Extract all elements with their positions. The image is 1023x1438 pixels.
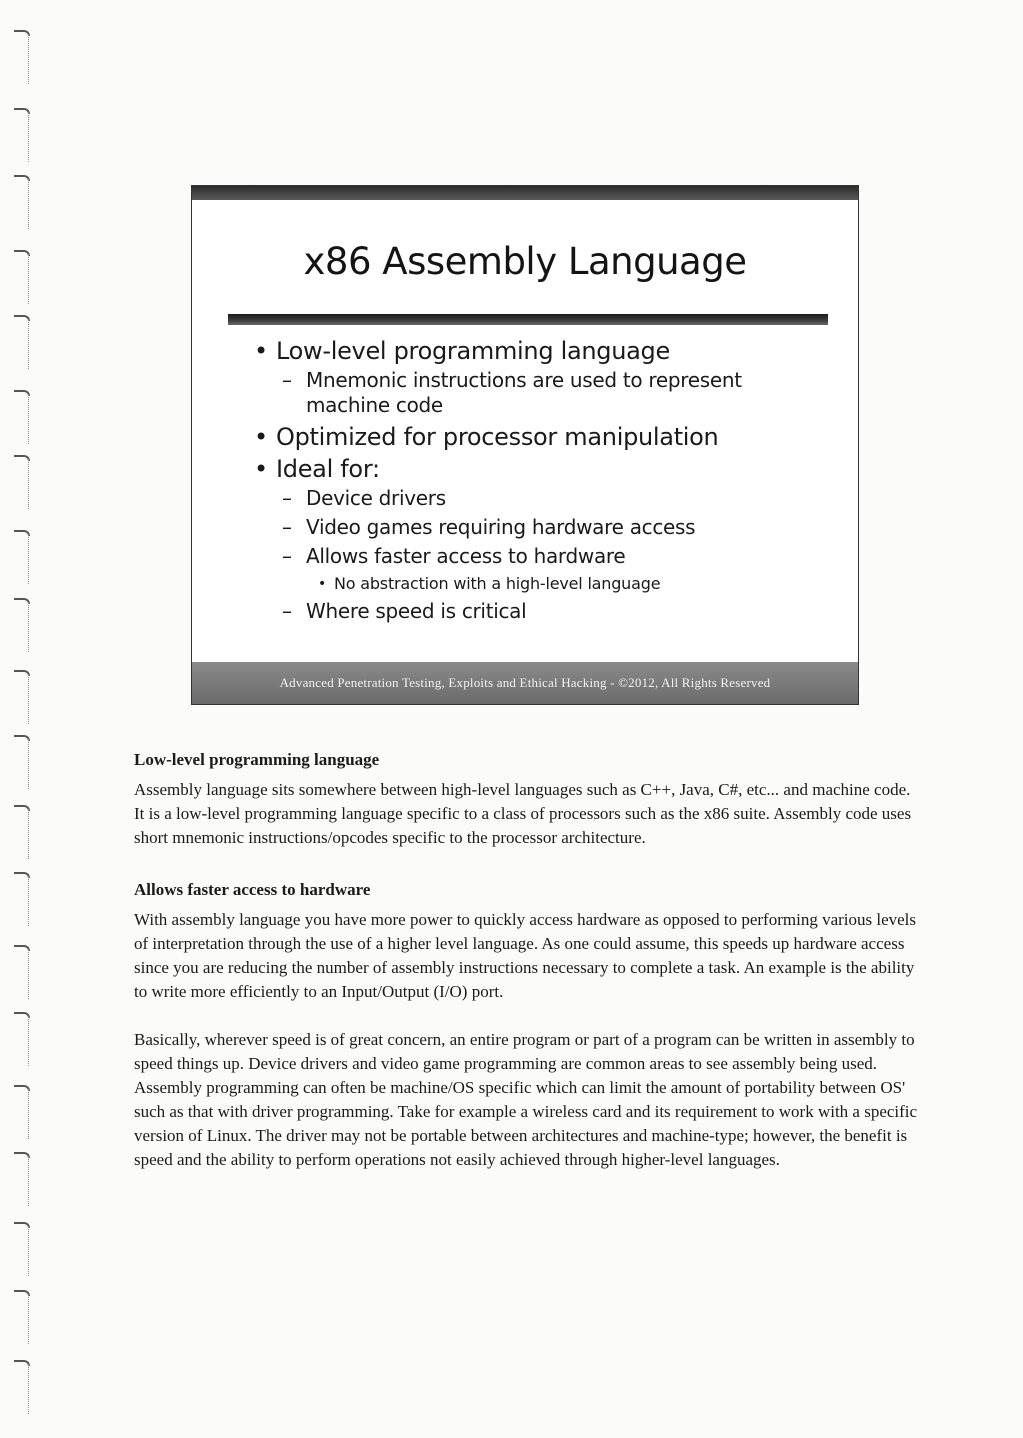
slide-bullet: • Optimized for processor manipulation: [254, 423, 719, 451]
section-hardware-access: [134, 878, 924, 1004]
paragraph: With assembly language you have more power to quickly access hardware as opposed to performing various levels of interpretation through the use of a higher level language. As one could assume, this speeds up hardware access since you are reducing the number of assembly instructions necessary to complete a task. An example is the ability to write more efficiently to an Input/Output (I/O) port.: [134, 910, 917, 1001]
punch-mark: [10, 670, 32, 730]
slide-sub-bullet: – Allows faster access to hardware: [282, 544, 626, 568]
punch-mark: [10, 598, 32, 658]
slide-bullet: • Low-level programming language: [254, 337, 670, 365]
slide-sub-bullet: – Device drivers: [282, 486, 446, 510]
slide-sub-bullet: – Video games requiring hardware access: [282, 515, 696, 539]
punch-mark: [10, 390, 32, 450]
punch-mark: [10, 1360, 32, 1420]
section-heading: Low-level programming language: [134, 750, 380, 769]
punch-mark: [10, 872, 32, 932]
punch-mark: [10, 1222, 32, 1282]
punch-mark: [10, 175, 32, 235]
punch-mark: [10, 1152, 32, 1212]
slide: [191, 185, 859, 705]
slide-title-rule: [228, 314, 828, 325]
punch-mark: [10, 250, 32, 310]
binder-margin: [0, 0, 40, 1438]
punch-mark: [10, 1085, 32, 1145]
section-heading: Allows faster access to hardware: [134, 880, 371, 899]
punch-mark: [10, 735, 32, 795]
punch-mark: [10, 945, 32, 1005]
slide-bullet: • Ideal for:: [254, 455, 380, 483]
punch-mark: [10, 1012, 32, 1072]
page-content: [134, 748, 924, 1172]
slide-sub-bullet: – Mnemonic instructions are used to represent machine code: [282, 368, 742, 417]
punch-mark: [10, 455, 32, 515]
punch-mark: [10, 108, 32, 168]
punch-mark: [10, 805, 32, 865]
slide-sub-sub-bullet: • No abstraction with a high-level language: [318, 574, 661, 593]
slide-title: x86 Assembly Language: [303, 240, 747, 283]
section-low-level: [134, 748, 924, 850]
punch-mark: [10, 30, 32, 90]
punch-mark: [10, 315, 32, 375]
slide-bullet-list: [250, 336, 830, 628]
paragraph: Basically, wherever speed is of great concern, an entire program or part of a program can be written in assembly to speed things up. Device drivers and video game programming are common areas to see assembly being used. Assembly programming can often be machine/OS specific which can limit the amount of portability between OS' such as that with driver programming. Take for example a wireless card and its requirement to work with a specific version of Linux. The driver may not be portable between architectures and machine-type; however, the benefit is speed and the ability to perform operations not easily achieved through higher-level languages.: [134, 1030, 918, 1169]
slide-sub-bullet: – Where speed is critical: [282, 599, 527, 623]
paragraph: Assembly language sits somewhere between high-level languages such as C++, Java, C#, etc... and machine code. It is a low-level programming language specific to a class of processors such as the x86 suite. Assembly code uses short mnemonic instructions/opcodes specific to the processor architecture.: [134, 780, 912, 847]
slide-top-bar: [192, 186, 858, 200]
slide-footer: Advanced Penetration Testing, Exploits and Ethical Hacking - ©2012, All Rights Reserved: [192, 662, 858, 704]
punch-mark: [10, 1290, 32, 1350]
punch-mark: [10, 530, 32, 590]
